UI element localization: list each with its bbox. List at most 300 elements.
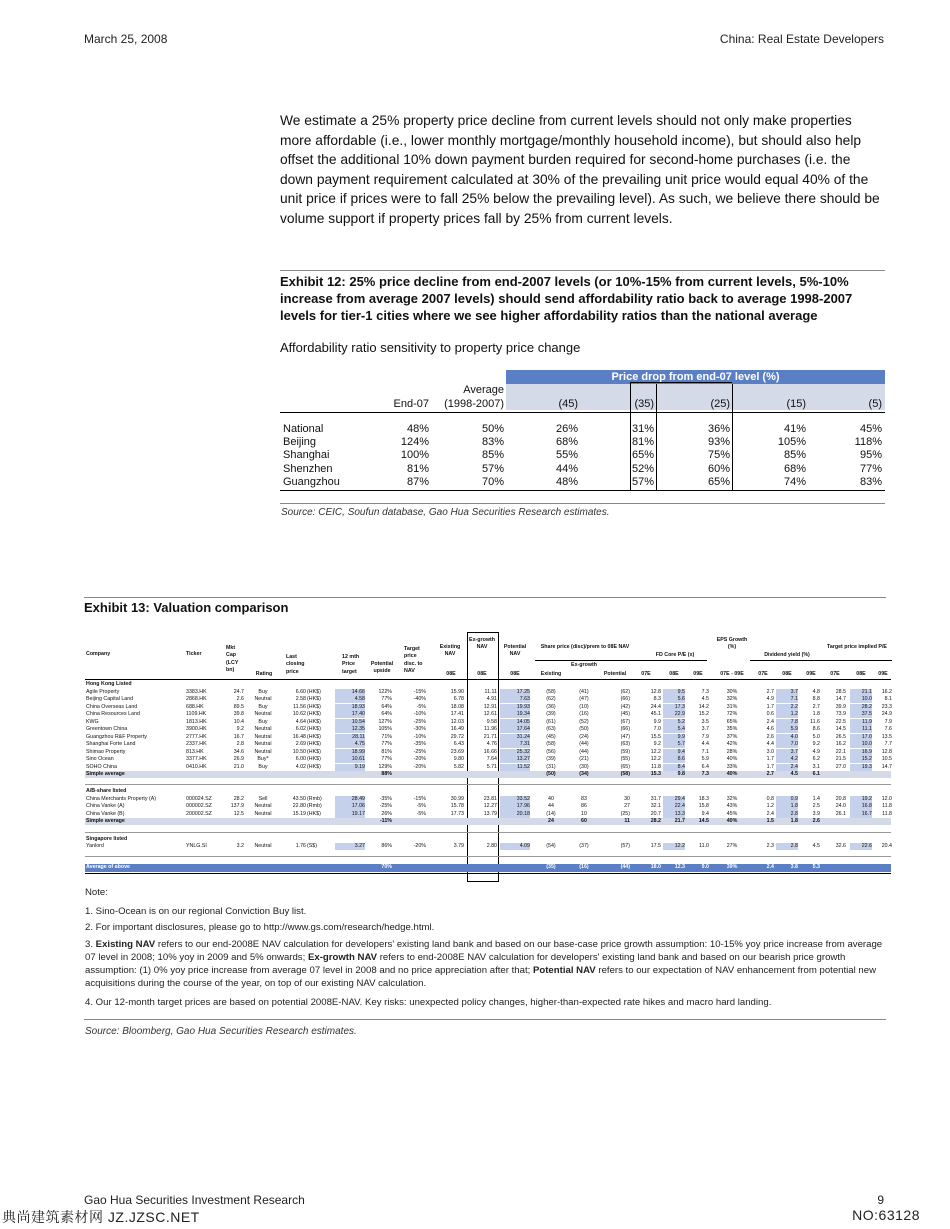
valuation-cell: 17.06	[335, 803, 365, 810]
exhibit12-col-avg-line2: (1998-2007)	[444, 398, 504, 410]
valuation-cell: 10.62	[292, 711, 306, 717]
valuation-cell: 6.00	[295, 756, 306, 762]
valuation-cell: 0.8	[766, 795, 774, 802]
valuation-cell: 4.64	[295, 718, 306, 725]
valuation-cell: 26.5	[835, 733, 846, 740]
exhibit13-top-rule	[84, 597, 886, 598]
valuation-cell: 86%	[381, 843, 392, 849]
average-value: 9.0	[687, 864, 709, 871]
valuation-cell: 27	[624, 803, 630, 810]
valuation-cell: 9.2	[653, 741, 661, 747]
exhibit12-cell: 93%	[707, 436, 730, 449]
col-header-year: 09E	[806, 671, 816, 677]
valuation-section-rule	[85, 832, 891, 833]
valuation-cell: (52)	[579, 718, 589, 725]
col-header-last-close: Last closing price	[286, 654, 305, 675]
tp-pe-group-rule	[822, 660, 892, 661]
valuation-cell: 4.9	[812, 748, 820, 755]
valuation-cell: (10)	[579, 703, 589, 710]
valuation-cell: 45%	[726, 810, 738, 817]
valuation-cell: (HK$)	[307, 718, 321, 725]
exhibit12-cell: 36%	[707, 423, 730, 435]
exhibit12-source-rule	[280, 503, 885, 504]
valuation-cell: 44	[548, 803, 554, 810]
valuation-cell: 2.3	[766, 843, 774, 849]
valuation-cell: 8.6	[663, 756, 685, 763]
valuation-cell: 1.8	[812, 711, 820, 717]
valuation-cell: 28.5	[835, 688, 846, 695]
valuation-cell: 14.66	[335, 689, 365, 696]
valuation-cell: 5.7	[663, 741, 685, 748]
exhibit12-cell: 31%	[631, 423, 654, 435]
col-header-year: 07E	[830, 671, 840, 677]
valuation-cell: (65)	[620, 763, 630, 770]
valuation-cell: 28.11	[335, 734, 365, 741]
valuation-company: Beijing Capital Land	[86, 696, 134, 702]
col-header-mkt-cap: Mkt Cap (LCY bn)	[226, 645, 239, 674]
exhibit12-cell: 124%	[400, 436, 429, 449]
valuation-cell: 10.5	[881, 756, 892, 762]
valuation-cell: 21.71	[483, 733, 497, 740]
valuation-cell: (37)	[579, 843, 589, 849]
valuation-cell: 73.9	[835, 711, 846, 717]
exhibit12-col-45: (45)	[558, 398, 578, 410]
valuation-cell: 23.81	[483, 795, 497, 802]
valuation-cell: 2.6	[236, 696, 244, 702]
valuation-cell: (58)	[546, 741, 556, 747]
valuation-cell: (36)	[546, 703, 556, 710]
valuation-company: KWG	[86, 718, 99, 725]
valuation-cell: 25.32	[500, 749, 530, 756]
valuation-cell: -15%	[413, 688, 426, 695]
valuation-cell: 10.0	[850, 741, 872, 748]
valuation-cell: 9.2	[236, 726, 244, 732]
div-yield-group-rule	[750, 660, 822, 661]
valuation-cell: 13.79	[483, 810, 497, 817]
exhibit12-cell: 65%	[707, 475, 730, 488]
valuation-cell: 17.25	[500, 689, 530, 696]
valuation-cell: 77%	[381, 741, 392, 747]
col-header-year: 08E	[856, 671, 866, 677]
exhibit12-subtitle: Affordability ratio sensitivity to property price change	[280, 340, 581, 355]
exhibit12-cell: 105%	[777, 436, 806, 449]
valuation-cell: 10.61	[335, 756, 365, 763]
valuation-cell: 13.3	[663, 811, 685, 818]
valuation-cell: 5.4	[663, 726, 685, 733]
exhibit12-cell: 95%	[859, 449, 882, 462]
valuation-cell: Neutral	[254, 726, 272, 732]
exhibit12-cell: 57%	[631, 475, 654, 488]
valuation-section-rule	[85, 784, 891, 785]
valuation-cell: 3.7	[776, 689, 798, 696]
valuation-cell: 1.4	[812, 795, 820, 802]
valuation-cell: 4.02	[295, 763, 306, 770]
valuation-cell: (Rmb)	[307, 795, 322, 802]
exhibit12-cell: 81%	[631, 436, 654, 449]
valuation-cell: (30)	[579, 763, 589, 770]
valuation-cell: 7.8	[776, 719, 798, 726]
col-header-ticker: Ticker	[186, 651, 202, 657]
valuation-cell: 4.91	[486, 696, 497, 702]
exhibit12-cell: 83%	[859, 475, 882, 488]
valuation-cell: (HK$)	[307, 748, 321, 755]
valuation-cell: 37.5	[850, 711, 872, 718]
valuation-company: China Overseas Land	[86, 703, 138, 710]
valuation-cell: (45)	[546, 733, 556, 740]
valuation-cell: 688.HK	[186, 703, 204, 710]
note-3-num: 3.	[85, 939, 96, 950]
valuation-cell: 37%	[726, 733, 738, 740]
valuation-cell: 32.6	[835, 843, 846, 849]
col-header-rating: Rating	[255, 671, 273, 677]
valuation-cell: (45)	[620, 711, 630, 717]
exhibit12-row-name: Beijing	[283, 436, 317, 449]
valuation-cell: 24.0	[835, 803, 846, 810]
valuation-cell: 14.2	[698, 703, 709, 710]
valuation-cell: 6.2	[812, 756, 820, 762]
valuation-cell: 12.8	[650, 688, 661, 695]
valuation-cell: (63)	[620, 741, 630, 747]
valuation-cell: 30%	[726, 688, 738, 695]
valuation-cell: 1.8	[776, 803, 798, 810]
valuation-cell: 3.7	[701, 726, 709, 732]
valuation-cell: 2.69	[295, 741, 306, 747]
valuation-cell: 4.58	[335, 696, 365, 703]
valuation-cell: 1.2	[776, 711, 798, 718]
average-value: 12.3	[663, 864, 685, 871]
valuation-cell: 6.60	[295, 688, 306, 695]
valuation-cell: (59)	[620, 748, 630, 755]
valuation-cell: 17.40	[335, 711, 365, 718]
col-header-nav-yr-1: 08E	[446, 671, 456, 677]
valuation-cell: 11.6	[810, 718, 820, 725]
valuation-cell: 31%	[726, 703, 738, 710]
simple-average-value: 60	[581, 818, 587, 825]
valuation-cell: 12.0	[881, 795, 892, 802]
valuation-cell: 10.4	[233, 718, 244, 725]
valuation-cell: 27%	[726, 843, 738, 849]
simple-average-value: 21.7	[674, 818, 685, 825]
valuation-cell: 7.6	[884, 726, 892, 732]
watermark-left: 典尚建筑素材网 JZ.JZSC.NET	[2, 1209, 200, 1225]
valuation-cell: 5.9	[776, 726, 798, 733]
exhibit12-cell: 45%	[859, 423, 882, 435]
valuation-cell: YNLG.SI	[186, 843, 207, 849]
simple-average-label: Simple average	[86, 771, 125, 777]
simple-average-value: 40%	[726, 818, 738, 825]
valuation-company: China Vanke (A)	[86, 803, 125, 810]
simple-average-label: Simple average	[86, 818, 125, 825]
valuation-cell: 137.9	[230, 803, 244, 810]
valuation-cell: 129%	[378, 763, 392, 770]
valuation-cell: 22.6	[850, 843, 872, 850]
exhibit12-cell: 100%	[400, 449, 429, 462]
valuation-cell: (HK$)	[307, 688, 321, 695]
exhibit12-band-header: Price drop from end-07 level (%)	[506, 370, 885, 384]
valuation-cell: 0.9	[776, 796, 798, 803]
valuation-cell: 9.2	[812, 741, 820, 747]
valuation-cell: 2868.HK	[186, 696, 207, 702]
valuation-cell: 7.3	[701, 688, 709, 695]
exhibit12-cell: 74%	[783, 475, 806, 488]
valuation-section-rule	[85, 856, 891, 857]
valuation-cell: 14.7	[881, 763, 892, 770]
exhibit13-source: Source: Bloomberg, Gao Hua Securities Research estimates.	[85, 1026, 357, 1037]
valuation-section-title: Singapore listed	[86, 835, 128, 842]
note-4: 4. Our 12-month target prices are based on potential 2008E-NAV. Key risks: unexpected policy changes, higher-than-expected rate hikes and macro hard landing.	[85, 997, 772, 1008]
valuation-cell: 2.8	[236, 741, 244, 747]
valuation-cell: (41)	[579, 688, 589, 695]
valuation-cell: 4.2	[776, 756, 798, 763]
col-header-eps-period: 07E - 09E	[720, 671, 744, 677]
valuation-cell: 5.9	[701, 756, 709, 762]
valuation-cell: 24.9	[881, 711, 892, 717]
valuation-cell: -35%	[413, 741, 426, 747]
valuation-cell: (16)	[579, 711, 589, 717]
valuation-cell: 16.2	[835, 741, 846, 747]
valuation-cell: 0.6	[766, 711, 774, 717]
valuation-cell: 9.4	[663, 749, 685, 756]
valuation-cell: 40%	[726, 756, 738, 762]
valuation-cell: (54)	[546, 843, 556, 849]
valuation-cell: Buy	[258, 703, 268, 710]
valuation-cell: 4.5	[701, 696, 709, 702]
simple-average-value: (58)	[620, 771, 630, 777]
valuation-cell: 17.73	[450, 810, 464, 817]
valuation-cell: (31)	[546, 763, 556, 770]
valuation-cell: 13.5	[881, 733, 892, 740]
valuation-cell: (50)	[579, 726, 589, 732]
valuation-cell: 22.4	[663, 803, 685, 810]
valuation-cell: 8.8	[812, 696, 820, 702]
valuation-cell: (66)	[620, 726, 630, 732]
valuation-cell: 24.7	[233, 688, 244, 695]
col-header-disc: Target price disc. to NAV	[404, 646, 423, 675]
valuation-cell: 2.7	[766, 688, 774, 695]
valuation-cell: 7.7	[884, 741, 892, 747]
valuation-cell: 21.5	[835, 756, 846, 762]
valuation-company: China Merchants Property (A)	[86, 795, 157, 802]
valuation-cell: 13.27	[500, 756, 530, 763]
valuation-cell: 12.5	[233, 810, 244, 817]
simple-average-upside: -11%	[379, 818, 392, 825]
valuation-cell: (47)	[579, 696, 589, 702]
valuation-cell: -10%	[413, 733, 426, 740]
valuation-cell: 7.0	[776, 741, 798, 748]
valuation-cell: 2337.HK	[186, 741, 207, 747]
fd-core-group-rule	[635, 660, 707, 661]
valuation-cell: 4.9	[766, 696, 774, 702]
valuation-cell: 11.56	[293, 703, 306, 710]
valuation-cell: (HK$)	[307, 703, 321, 710]
valuation-cell: (62)	[546, 696, 556, 702]
average-value: 3.8	[776, 864, 798, 871]
valuation-cell: 6.02	[295, 726, 306, 732]
exhibit12-cell: 75%	[707, 449, 730, 462]
exhibit12-col-end07: End-07	[393, 398, 429, 410]
valuation-cell: 2.8	[776, 843, 798, 850]
valuation-cell: 34.6	[233, 748, 244, 755]
valuation-cell: (44)	[579, 741, 589, 747]
exhibit13-title: Exhibit 13: Valuation comparison	[84, 600, 289, 615]
exhibit12-highlight-top	[630, 382, 732, 383]
valuation-cell: 89.5	[233, 703, 244, 710]
valuation-cell: -10%	[413, 711, 426, 717]
valuation-cell: 2.7	[812, 703, 820, 710]
valuation-cell: 5.0	[812, 733, 820, 740]
valuation-cell: 14.05	[500, 719, 530, 726]
exhibit12-cell: 118%	[854, 436, 882, 449]
body-paragraph: We estimate a 25% property price decline from current levels should not only make properties more affordable (i.e., lower monthly mortgage/monthly household income), but should also help offset the additional 10% down payment burden required for second-home purchases (i.e. the down payment requirement calculated at 30% of the prevailing unit price would equal 40% of the unit price if prices were to fall 25% below the prevailing level). As such, we believe there should be volume support if property prices fall by 25% from current levels.	[280, 113, 880, 226]
valuation-cell: 7.9	[701, 733, 709, 740]
valuation-cell: 12.2	[663, 843, 685, 850]
valuation-cell: 3.7	[776, 749, 798, 756]
valuation-cell: 1109.HK	[186, 711, 207, 717]
simple-average-value: (34)	[579, 771, 589, 777]
valuation-cell: 9.4	[701, 810, 709, 817]
valuation-cell: 1.7	[766, 756, 774, 762]
col-header-existing-nav: Existing NAV	[439, 644, 461, 658]
exhibit12-bottom-rule	[280, 490, 885, 491]
valuation-cell: (57)	[620, 843, 630, 849]
valuation-cell: 77%	[381, 756, 392, 762]
valuation-cell: 43.50	[292, 795, 306, 802]
exhibit12-cell: 57%	[481, 462, 504, 475]
exhibit12-cell: 26%	[555, 423, 578, 435]
valuation-cell: (24)	[579, 733, 589, 740]
valuation-cell: 21.1	[850, 689, 872, 696]
valuation-cell: 31.24	[500, 734, 530, 741]
valuation-cell: 32%	[726, 696, 738, 702]
valuation-cell: 7.63	[500, 696, 530, 703]
exhibit12-cell: 68%	[783, 462, 806, 475]
valuation-cell: 30.99	[450, 795, 464, 802]
valuation-cell: 3.27	[335, 843, 365, 850]
simple-average-value: 24	[548, 818, 554, 825]
exhibit12-col-5: (5)	[868, 398, 882, 410]
valuation-cell: 10.0	[850, 696, 872, 703]
valuation-cell: 12.2	[650, 748, 661, 755]
valuation-cell: 11.11	[484, 688, 497, 695]
valuation-cell: 39.9	[835, 703, 846, 710]
exhibit12-cell: 77%	[859, 462, 882, 475]
col-header-year: 09E	[878, 671, 888, 677]
exhibit12-cell: 68%	[555, 436, 578, 449]
valuation-cell: -5%	[416, 810, 426, 817]
valuation-cell: Neutral	[254, 741, 272, 747]
exhibit12-col-35: (35)	[634, 398, 654, 410]
valuation-cell: 813.HK	[186, 748, 204, 755]
valuation-cell: 43%	[726, 803, 738, 810]
exhibit12-cell: 70%	[481, 475, 504, 488]
valuation-cell: 33.52	[500, 796, 530, 803]
valuation-cell: (S$)	[307, 843, 318, 849]
valuation-cell: (44)	[579, 748, 589, 755]
valuation-cell: 28.2	[233, 795, 244, 802]
valuation-cell: Buy*	[257, 756, 269, 762]
exhibit12-cell: 85%	[783, 449, 806, 462]
valuation-cell: 20.18	[500, 811, 530, 818]
valuation-cell: 2.6	[766, 733, 774, 740]
valuation-cell: (HK$)	[307, 696, 321, 702]
valuation-cell: 29.72	[450, 733, 464, 740]
valuation-cell: 11.96	[484, 726, 497, 732]
valuation-cell: 5.2	[663, 719, 685, 726]
valuation-cell: 8.6	[812, 726, 820, 732]
average-upside: 70%	[368, 864, 392, 871]
valuation-cell: 18.99	[335, 749, 365, 756]
valuation-cell: 22.5	[835, 718, 846, 725]
valuation-cell: -30%	[413, 726, 426, 732]
valuation-cell: -20%	[413, 843, 426, 849]
note-1: 1. Sino-Ocean is on our regional Conviction Buy list.	[85, 906, 307, 917]
simple-average-value: 9.8	[677, 771, 685, 777]
valuation-company: Shanghai Forte Land	[86, 741, 136, 747]
valuation-cell: Buy	[258, 718, 268, 725]
valuation-cell: (HK$)	[307, 711, 321, 717]
exhibit12-divider-2	[732, 384, 733, 490]
exhibit12-top-rule	[280, 270, 885, 271]
note-3-text-3: refers to our expectation of NAV enhancement from potential new acquisitions during the course of the year, on top of our existing NAV calculation.	[85, 965, 877, 989]
valuation-cell: 2777.HK	[186, 733, 207, 740]
valuation-cell: Neutral	[254, 711, 272, 717]
exhibit12-row-name: Shanghai	[283, 449, 330, 462]
exhibit12-row-name: National	[283, 423, 324, 435]
valuation-cell: 2.80	[486, 843, 497, 849]
valuation-cell: 19.3	[850, 764, 872, 771]
valuation-cell: (67)	[620, 718, 630, 725]
valuation-cell: 77%	[381, 696, 392, 702]
col-header-div-yield: Dividend yield (%)	[764, 652, 810, 658]
valuation-cell: Sell	[258, 795, 268, 802]
valuation-cell: 122%	[378, 688, 392, 695]
simple-average-value: 11	[624, 818, 630, 825]
note-3-potential-nav: Potential NAV	[532, 965, 596, 976]
note-2: 2. For important disclosures, please go to http://www.gs.com/research/hedge.html.	[85, 922, 435, 933]
valuation-cell: 11.8	[882, 803, 892, 810]
valuation-cell: 3383.HK	[186, 688, 207, 695]
valuation-cell: 9.9	[653, 718, 661, 725]
valuation-cell: 3900.HK	[186, 726, 207, 732]
valuation-cell: 4.75	[335, 741, 365, 748]
col-header-upside: Potential upside	[370, 661, 394, 675]
valuation-cell: (HK$)	[307, 733, 321, 740]
valuation-cell: -20%	[413, 763, 426, 770]
valuation-cell: 3.1	[812, 763, 820, 770]
valuation-cell: -40%	[413, 696, 426, 702]
share-price-group-rule	[535, 660, 635, 661]
valuation-cell: (HK$)	[307, 726, 321, 732]
valuation-cell: 2.2	[776, 704, 798, 711]
valuation-cell: 3.2	[236, 843, 244, 849]
note-3-exgrowth-nav: Ex-growth NAV	[307, 952, 378, 963]
valuation-company: Sino Ocean	[86, 756, 114, 762]
valuation-cell: 14.7	[835, 696, 846, 702]
valuation-cell: 1813.HK	[186, 718, 207, 725]
valuation-cell: 28.2	[850, 704, 872, 711]
valuation-cell: 21.0	[233, 763, 244, 770]
valuation-cell: 16.49	[450, 726, 464, 732]
valuation-cell: 0410.HK	[186, 763, 207, 770]
valuation-cell: (HK$)	[307, 741, 321, 747]
valuation-cell: 11.1	[850, 726, 872, 733]
col-header-sp-potential: Potential	[603, 671, 627, 677]
exhibit12-divider-1	[656, 384, 657, 490]
col-header-fd-core: FD Core P/E (x)	[655, 652, 695, 658]
valuation-company: Guangzhou R&F Property	[86, 733, 147, 740]
average-value: 18.0	[635, 864, 661, 871]
exhibit12-col-avg-line1: Average	[463, 384, 504, 396]
